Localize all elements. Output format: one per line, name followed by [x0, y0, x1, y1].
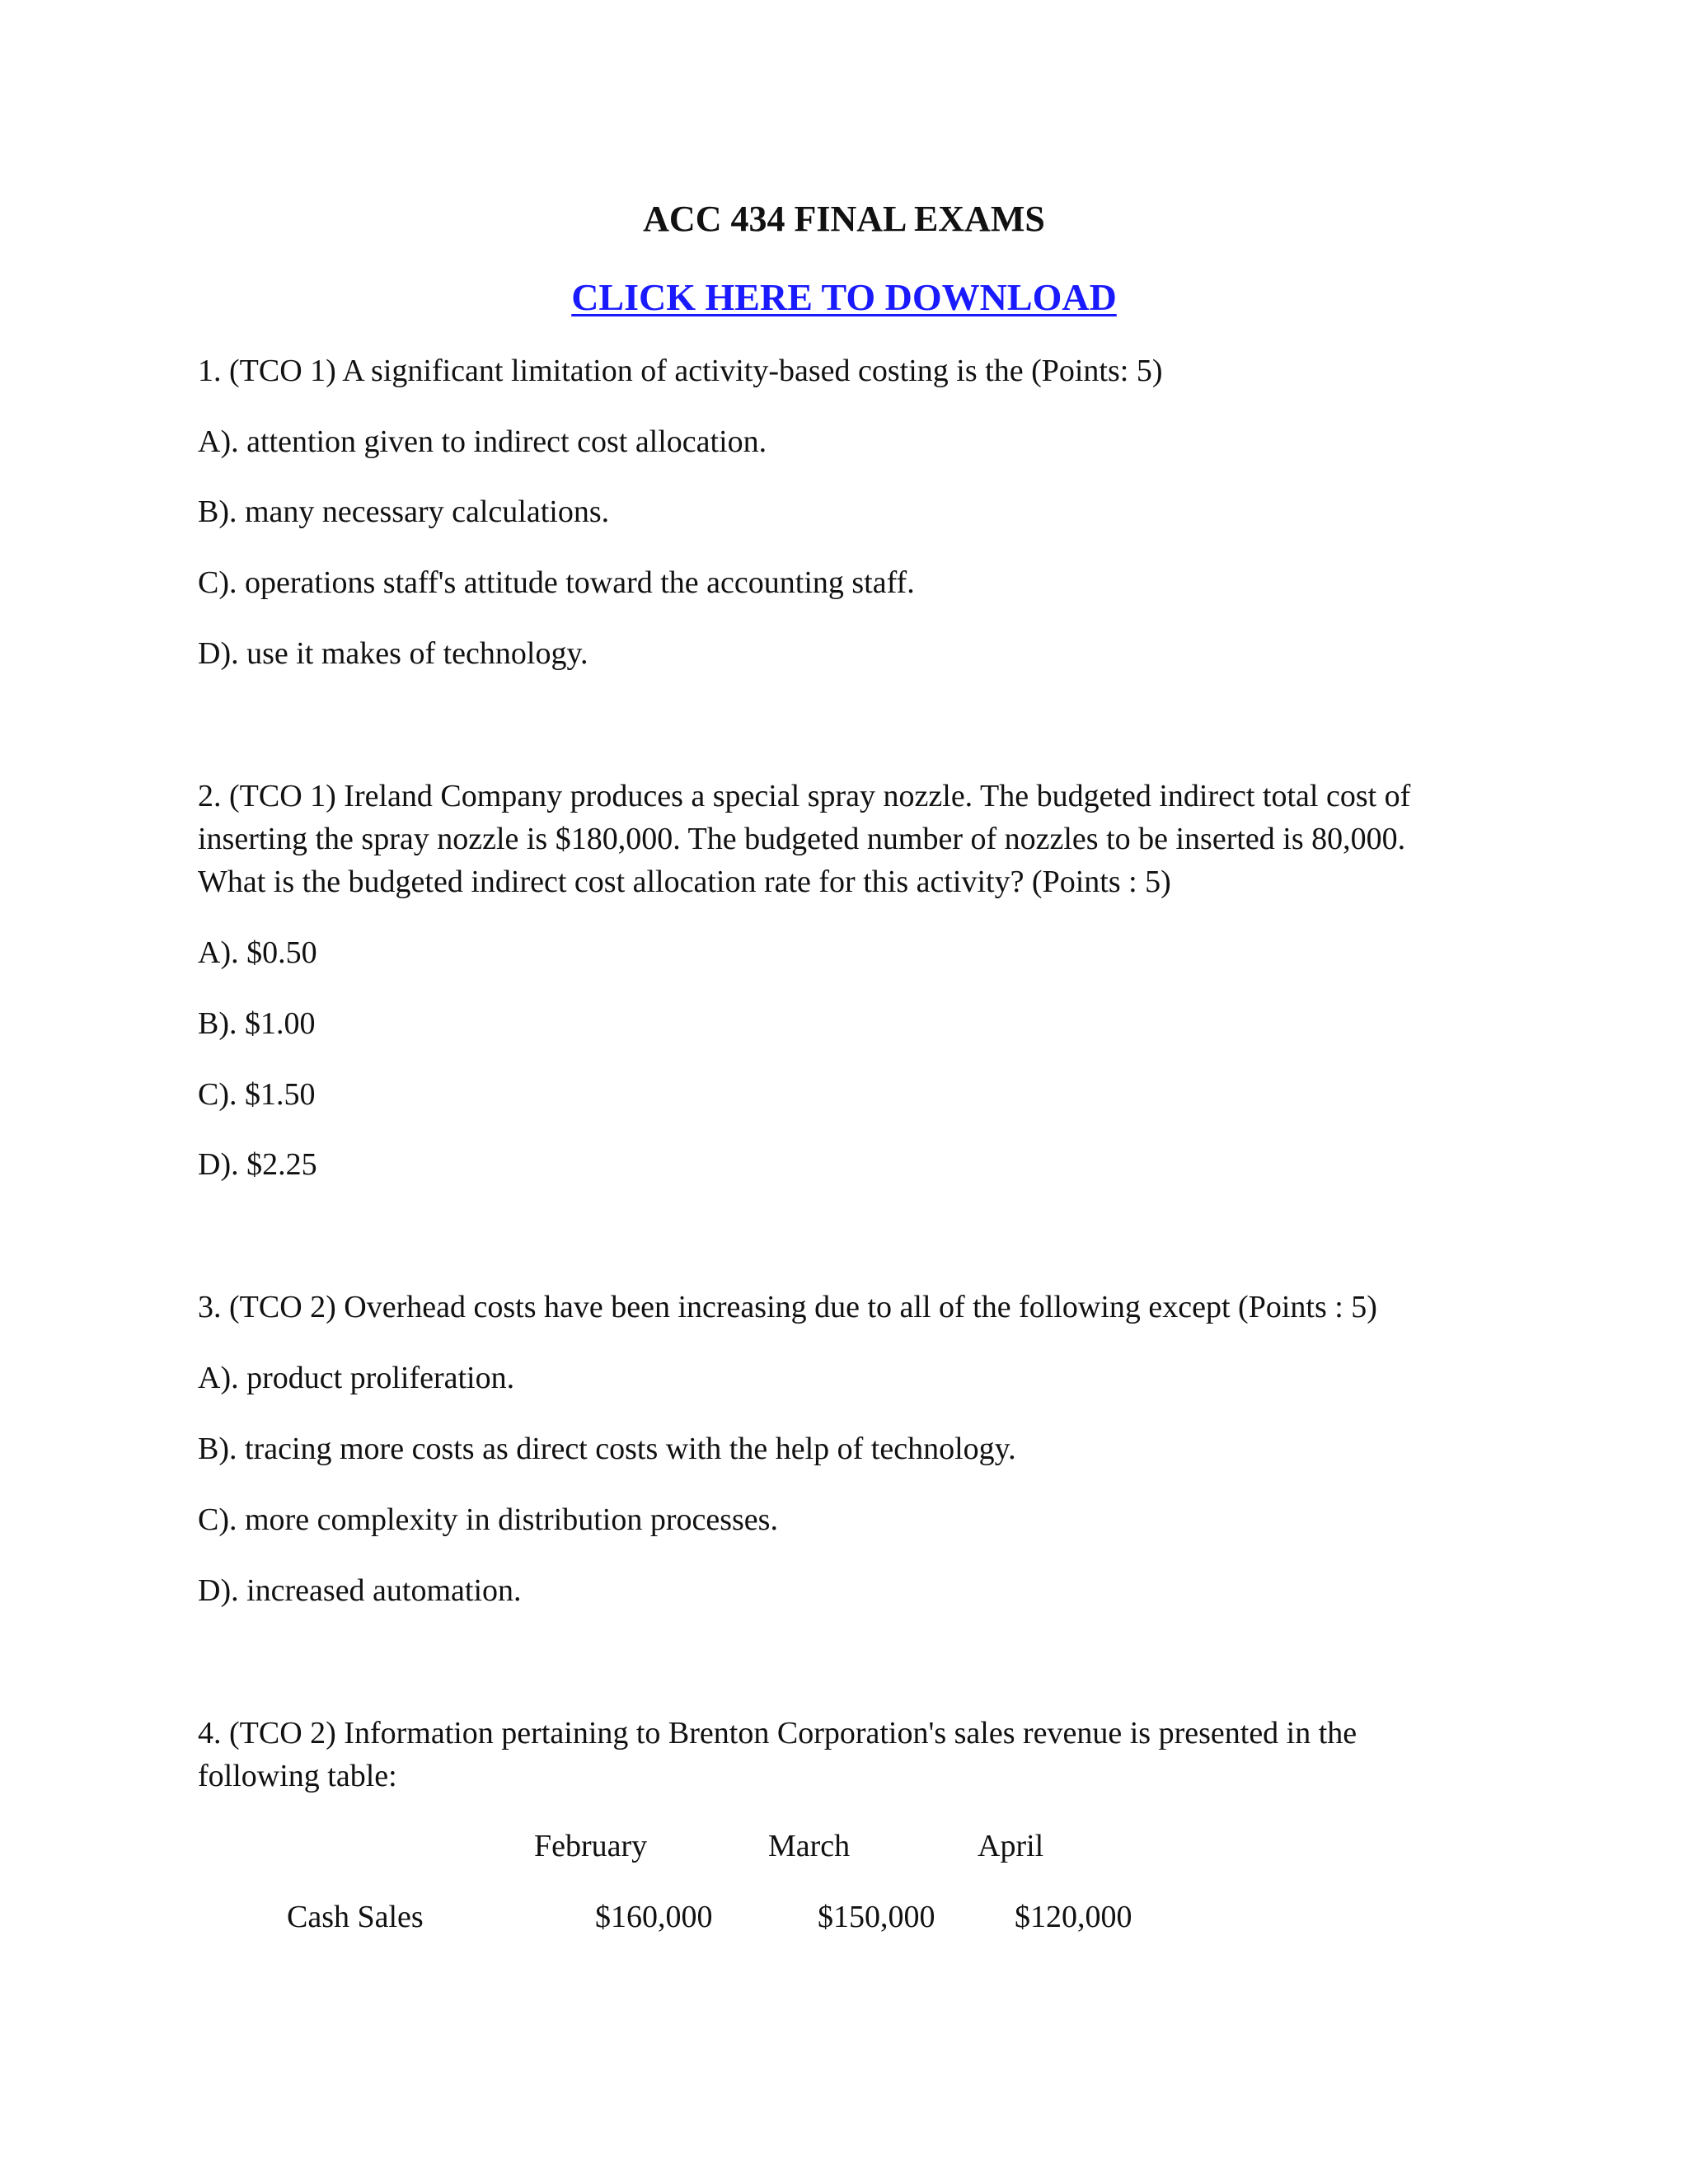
download-link[interactable]: CLICK HERE TO DOWNLOAD [571, 276, 1117, 318]
question-2-text-line-1: 2. (TCO 1) Ireland Company produces a special spray nozzle. The budgeted indirect total cost of [198, 779, 1411, 813]
question-2-option-b: B). $1.00 [198, 1006, 316, 1041]
table-cell: $160,000 [595, 1900, 713, 1934]
question-2-text-line-2: inserting the spray nozzle is $180,000. The budgeted number of nozzles to be inserted is 80,000. [198, 822, 1406, 856]
question-2-option-a: A). $0.50 [198, 935, 317, 970]
table-cell: $120,000 [1015, 1900, 1132, 1934]
question-1-option-a: A). attention given to indirect cost allocation. [198, 424, 767, 459]
download-link-container [0, 274, 1688, 321]
question-3-text: 3. (TCO 2) Overhead costs have been increasing due to all of the following except (Points : 5) [198, 1290, 1377, 1324]
table-column-header: April [978, 1829, 1044, 1863]
question-1-option-c: C). operations staff's attitude toward the accounting staff. [198, 565, 915, 600]
question-2-option-d: D). $2.25 [198, 1147, 317, 1182]
question-3-option-b: B). tracing more costs as direct costs with the help of technology. [198, 1432, 1016, 1466]
question-2-option-c: C). $1.50 [198, 1077, 316, 1112]
question-3-option-d: D). increased automation. [198, 1573, 522, 1608]
question-2-text-line-3: What is the budgeted indirect cost allocation rate for this activity? (Points : 5) [198, 865, 1171, 899]
question-3-option-a: A). product proliferation. [198, 1361, 515, 1395]
table-row-label: Cash Sales [287, 1900, 424, 1934]
question-4-text-line-2: following table: [198, 1759, 397, 1793]
table-column-header: March [768, 1829, 851, 1863]
question-1-text: 1. (TCO 1) A significant limitation of activity-based costing is the (Points: 5) [198, 354, 1163, 388]
page-title: ACC 434 FINAL EXAMS [643, 199, 1045, 239]
question-1-option-b: B). many necessary calculations. [198, 494, 610, 529]
question-3-option-c: C). more complexity in distribution processes. [198, 1502, 778, 1537]
question-4-text-line-1: 4. (TCO 2) Information pertaining to Brenton Corporation's sales revenue is presented in the [198, 1716, 1357, 1750]
table-column-header: February [534, 1829, 648, 1863]
question-1-option-d: D). use it makes of technology. [198, 636, 588, 671]
table-cell: $150,000 [818, 1900, 935, 1934]
